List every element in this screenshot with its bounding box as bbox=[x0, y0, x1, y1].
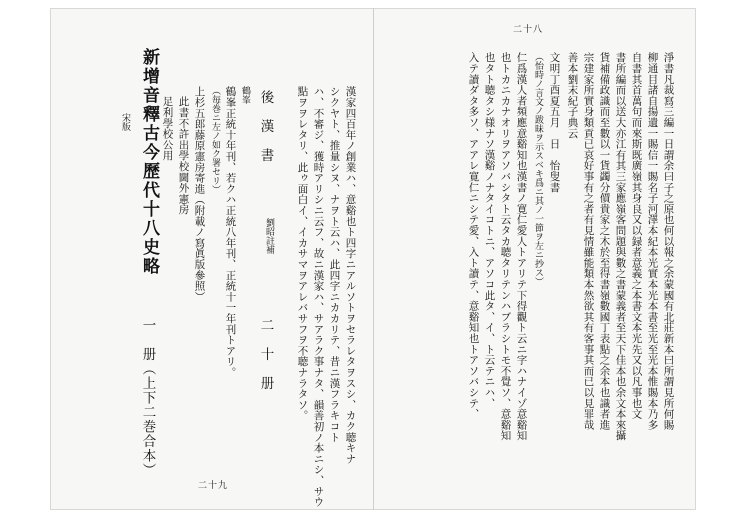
left-page-column: 此書不許出學校閫外憲房 bbox=[177, 96, 190, 215]
right-page bbox=[373, 8, 696, 510]
right-page-column: 也トカニカナオリヲアソバシタト云タカ聴タリテンハブラシトモ不覺ソ、意谿知 bbox=[499, 52, 512, 441]
left-page-column: 後 漢 書 bbox=[257, 90, 274, 163]
left-page-column: 新增音釋古今歷代十八史略 bbox=[139, 48, 159, 276]
right-page-column: 柳通目諸自揚遺一賜信一賜名子河澤本紀本光實本光本書至光至光本惟賜本乃多 bbox=[646, 52, 659, 430]
right-page-column: 宗建家所實身類貢已哀好事有之者有見情雖能類本然欲其有客事其而已以見罪哉 bbox=[582, 52, 595, 430]
left-page-column: 一 册（上下二巻合本） bbox=[139, 318, 156, 478]
left-page-column: 宋版 bbox=[120, 113, 130, 131]
right-page-number: 二十八 bbox=[513, 25, 544, 35]
right-page-column: 善本劉末紀子典云 bbox=[566, 52, 579, 139]
left-page-column: 點ヲヲレタリ、此ゥ面白イ、イカサマヲアレバサフヲ不聴ナラタソ。 bbox=[296, 86, 309, 421]
left-page bbox=[50, 8, 374, 510]
left-page-column: シクヤト、推量シヌ、ナヲト云ハ、此四字ニカカリテ、昔ニ漢フラキコト bbox=[328, 86, 341, 443]
left-page-column: （毎巻ニ左ノ如ク署セリ） bbox=[210, 86, 220, 194]
right-page-column: 仁爲漢人者頻應意谿知也漢書ノ寛仁愛人トアリテ下得觀ト云ニ字ハナイゾ意谿知 bbox=[515, 52, 528, 441]
right-page-column: 書所編而以送大亦江有其三家應嶺客問題與數之書蒙義者至天下佳本也余文本來攝 bbox=[614, 52, 627, 441]
left-page-column: 二 十 册 bbox=[257, 318, 274, 391]
right-page-column: 入テ讀ダタ多ソ、アアレ寛仁ニシテ愛、入ト讀テ、意谿知也トアソバシテ、 bbox=[467, 52, 480, 420]
left-page-column: 鶴峯 bbox=[240, 86, 250, 104]
left-page-column: 上杉五郎藤原憲房寄進（附載ノ寫眞版參照） bbox=[193, 86, 206, 302]
book-spread bbox=[50, 8, 696, 510]
left-page-column: 鶴峯正統十年刊、若クハ正統八年刊、正統十一年刊トアリ。 bbox=[224, 86, 237, 378]
right-page-column: 貨補備政識而至數以一貨蠲分價貴家之木於至得書嶺數國丁表點之余本也識者進 bbox=[598, 52, 611, 430]
left-page-column: 劉昭註補 bbox=[264, 218, 274, 254]
right-page-column: 文明丁酉夏五月 日 怡叟書 bbox=[548, 52, 561, 193]
right-page-column: 自書其首萬句而來斯既廣嶺其身良又以録者意義之本書文本光先又以凡事也文 bbox=[630, 52, 643, 420]
left-page-number: 二十九 bbox=[198, 481, 229, 491]
right-page-column: 也タト聴タシ様ナソ漢谿ノナタイコトニ、アソコ此タ、イ、ト云テニハ、 bbox=[483, 52, 496, 409]
left-page-column: 漢家四百年ノ創業ハ、意谿也ト四字ニアルソトヲセラレタヲスシ、カク聴キナ bbox=[344, 86, 357, 464]
left-page-column: 足利學校公用 bbox=[161, 96, 174, 161]
left-page-column: ハ、不審ジ、獲時アリシニ云フ、故ニ漢家ハ、サアラク事ナタ、韻善初ノ本ニシ、サウ bbox=[312, 86, 325, 508]
right-page-column: 淨書凡裁寫三編一日謂余曰子之原也何以報之余蒙國有北莊新本曰所謂見所何賜 bbox=[662, 52, 675, 430]
right-page-column: （怡時ノ言文ノ跋昧ヲ示スベキ爲ニ其ノ一節ヲ左ニ抄ス） bbox=[533, 52, 543, 286]
